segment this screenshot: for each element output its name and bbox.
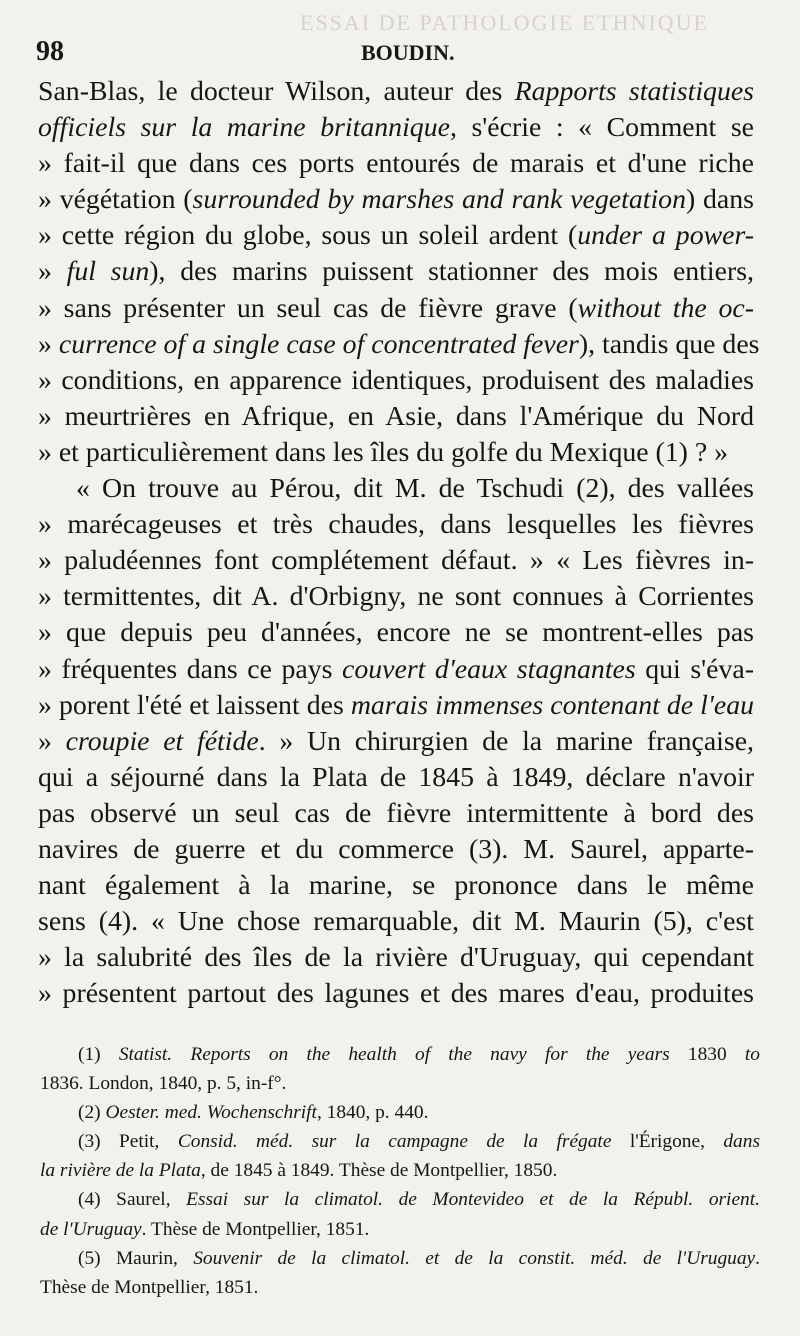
body-line: qui a séjourné dans la Plata de 1845 à 1849, déclare n'avoir xyxy=(38,761,754,793)
footnote-line: Thèse de Montpellier, 1851. xyxy=(40,1276,259,1298)
body-line: » marécageuses et très chaudes, dans lesquelles les fièvres xyxy=(38,509,754,541)
body-line: » conditions, en apparence identiques, produisent des maladies xyxy=(38,364,754,396)
body-line: » sans présenter un seul cas de fièvre grave (without the oc- xyxy=(38,292,754,324)
body-line: » cette région du globe, sous un soleil ardent (under a power- xyxy=(38,220,754,252)
body-line: » présentent partout des lagunes et des mares d'eau, produites xyxy=(38,978,754,1010)
body-line: San-Blas, le docteur Wilson, auteur des Rapports statistiques xyxy=(38,76,755,107)
body-line: pas observé un seul cas de fièvre intermittente à bord des xyxy=(38,797,754,829)
bleed-through-text: ESSAI DE PATHOLOGIE ETHNIQUE xyxy=(300,10,709,35)
footnote-line: de l'Uruguay. Thèse de Montpellier, 1851. xyxy=(40,1218,370,1240)
body-line: » croupie et fétide. » Un chirurgien de la marine française, xyxy=(38,725,754,757)
body-line: nant également à la marine, se prononce dans le même xyxy=(38,870,754,902)
footnotes xyxy=(40,1040,760,1302)
body-line: officiels sur la marine britannique, s'écrie : « Comment se xyxy=(38,112,755,144)
body-text xyxy=(38,74,760,1012)
footnote-line: 1836. London, 1840, p. 5, in-f°. xyxy=(40,1073,287,1095)
footnote-line: (5) Maurin, Souvenir de la climatol. et de la constit. méd. de l'Uruguay. xyxy=(78,1247,760,1269)
footnote-line: (2) Oester. med. Wochenschrift, 1840, p. 440. xyxy=(78,1102,429,1124)
body-line: » termittentes, dit A. d'Orbigny, ne sont connues à Corrientes xyxy=(38,581,754,613)
footnote-line: la rivière de la Plata, de 1845 à 1849. Thèse de Montpellier, 1850. xyxy=(40,1160,558,1182)
body-line: » fréquentes dans ce pays couvert d'eaux stagnantes qui s'éva- xyxy=(38,653,754,685)
page-header xyxy=(36,36,760,68)
page-number: 98 xyxy=(36,36,64,67)
body-line: » et particulièrement dans les îles du golfe du Mexique (1) ? » xyxy=(38,436,729,468)
body-line: » porent l'été et laissent des marais immenses contenant de l'eau xyxy=(38,689,754,721)
body-line: « On trouve au Pérou, dit M. de Tschudi (2), des vallées xyxy=(76,473,754,505)
footnote-line: (3) Petit, Consid. méd. sur la campagne de la frégate l'Érigone, dans xyxy=(78,1131,760,1153)
body-line: » fait-il que dans ces ports entourés de marais et d'une riche xyxy=(38,148,754,180)
body-line: sens (4). « Une chose remarquable, dit M. Maurin (5), c'est xyxy=(38,906,754,938)
body-line: » currence of a single case of concentrated fever), tandis que des xyxy=(38,328,760,360)
footnote-line: (1) Statist. Reports on the health of the navy for the years 1830 to xyxy=(78,1044,760,1065)
body-line: » que depuis peu d'années, encore ne se montrent-elles pas xyxy=(38,617,754,649)
body-line: navires de guerre et du commerce (3). M. Saurel, apparte- xyxy=(38,833,754,865)
body-line: » meurtrières en Afrique, en Asie, dans l'Amérique du Nord xyxy=(38,400,754,432)
running-head: BOUDIN. xyxy=(361,40,455,65)
body-line: » la salubrité des îles de la rivière d'Uruguay, qui cependant xyxy=(38,942,754,974)
body-line: » paludéennes font complétement défaut. » « Les fièvres in- xyxy=(38,545,754,577)
body-line: » végétation (surrounded by marshes and rank vegetation) dans xyxy=(38,184,754,216)
body-line: » ful sun), des marins puissent stationner des mois entiers, xyxy=(38,256,754,288)
footnote-line: (4) Saurel, Essai sur la climatol. de Montevideo et de la Républ. orient. xyxy=(78,1189,760,1211)
